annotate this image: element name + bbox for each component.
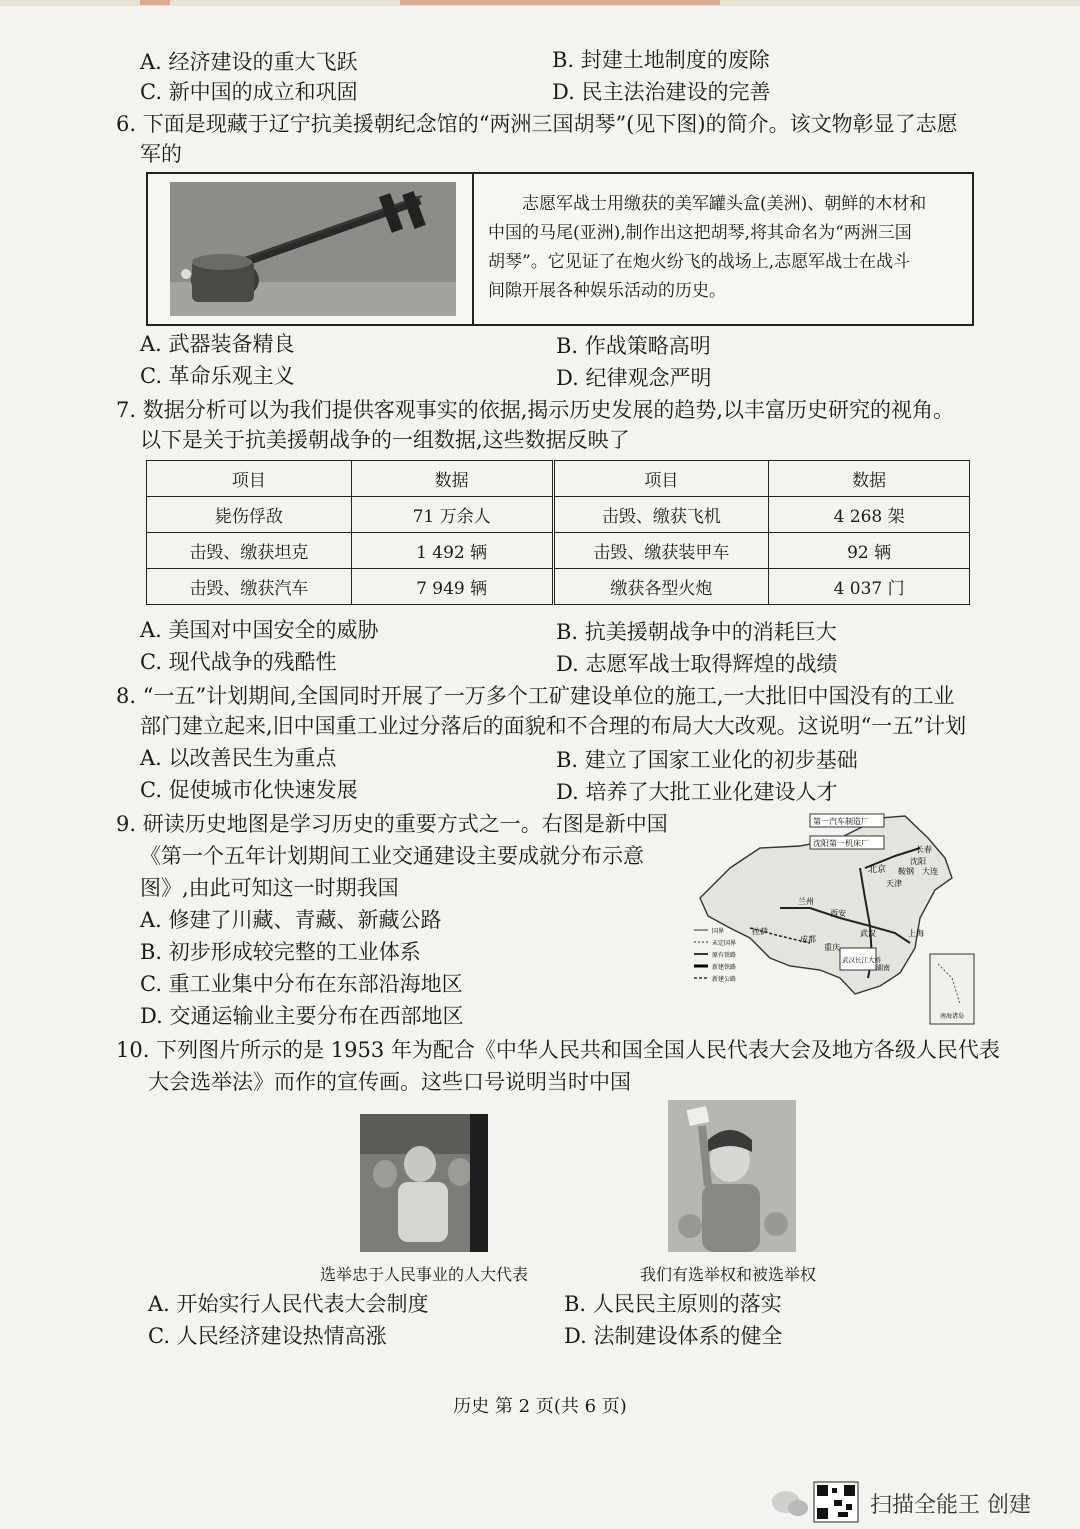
q9-option-b: B. 初步形成较完整的工业体系 xyxy=(140,940,421,964)
page-footer: 历史 第 2 页(共 6 页) xyxy=(453,1396,627,1417)
q6-desc-line: 胡琴”。它见证了在炮火纷飞的战场上,志愿军战士在战斗 xyxy=(488,252,911,272)
poster-right-image xyxy=(668,1100,796,1252)
table-header: 项目 xyxy=(553,461,769,497)
map-label: 上海 xyxy=(908,929,924,938)
q6-option-b: B. 作战策略高明 xyxy=(556,334,711,358)
table-cell: 92 辆 xyxy=(769,533,970,569)
poster-left-caption: 选举忠于人民事业的人大代表 xyxy=(320,1265,529,1284)
q8-option-d: D. 培养了大批工业化建设人才 xyxy=(556,780,838,804)
q8-stem-line2: 部门建立起来,旧中国重工业过分落后的面貌和不合理的布局大大改观。这说明“一五”计划 xyxy=(140,714,967,738)
map-label: 天津 xyxy=(886,879,902,888)
map-legend-item: 未定国界 xyxy=(712,940,737,947)
map-label: 成都 xyxy=(800,935,816,944)
q6-stem-line1: 6. 下面是现藏于辽宁抗美援朝纪念馆的“两洲三国胡琴”(见下图)的简介。该文物彰显了志愿 xyxy=(116,112,958,136)
q9-option-c: C. 重工业集中分布在东部沿海地区 xyxy=(140,972,463,996)
q6-option-c: C. 革命乐观主义 xyxy=(140,364,295,388)
top-edge xyxy=(0,0,1080,6)
table-cell: 毙伤俘敌 xyxy=(147,497,352,533)
q6-figure-box xyxy=(146,172,974,326)
map-label: 武汉长江大桥 xyxy=(842,956,881,964)
q10-stem-line1: 10. 下列图片所示的是 1953 年为配合《中华人民共和国全国人民代表大会及地方各级人民代表 xyxy=(116,1038,1000,1062)
q8-stem-line1: 8. “一五”计划期间,全国同时开展了一万多个工矿建设单位的施工,一大批旧中国没有的工业 xyxy=(116,684,955,708)
map-label: 鞍钢 xyxy=(898,867,914,876)
table-cell: 击毁、缴获飞机 xyxy=(553,497,769,533)
qr-code-icon xyxy=(814,1482,858,1522)
map-legend-item: 国界 xyxy=(712,928,725,935)
table-header-row xyxy=(147,461,970,497)
q9-stem-line3: 图》,由此可知这一时期我国 xyxy=(140,876,399,900)
watermark-text: 扫描全能王 创建 xyxy=(870,1493,1031,1518)
q9-industry-map xyxy=(690,808,980,1030)
q5-option-a: A. 经济建设的重大飞跃 xyxy=(140,50,358,74)
q6-desc-line: 间隙开展各种娱乐活动的历史。 xyxy=(488,281,726,301)
table-row xyxy=(147,569,970,605)
q7-stem-line2: 以下是关于抗美援朝战争的一组数据,这些数据反映了 xyxy=(140,428,630,452)
q7-stem-line1: 7. 数据分析可以为我们提供客观事实的依据,揭示历史发展的趋势,以丰富历史研究的视角。 xyxy=(116,398,955,422)
poster-left-image xyxy=(360,1114,488,1252)
table-cell: 缴获各型火炮 xyxy=(553,569,769,605)
poster-right-caption: 我们有选举权和被选举权 xyxy=(640,1265,817,1284)
q9-option-a: A. 修建了川藏、青藏、新藏公路 xyxy=(140,908,442,932)
q10-stem-line2: 大会选举法》而作的宣传画。这些口号说明当时中国 xyxy=(148,1070,631,1094)
map-label: 兰州 xyxy=(798,897,814,906)
q7-data-table xyxy=(146,460,970,605)
q7-option-b: B. 抗美援朝战争中的消耗巨大 xyxy=(556,620,837,644)
table-cell: 71 万余人 xyxy=(351,497,553,533)
map-label: 长春 xyxy=(916,845,932,854)
table-cell: 4 268 架 xyxy=(769,497,970,533)
map-legend-item: 原有铁路 xyxy=(712,952,737,959)
q8-option-b: B. 建立了国家工业化的初步基础 xyxy=(556,748,858,772)
q5-option-d: D. 民主法治建设的完善 xyxy=(552,80,771,104)
table-row xyxy=(147,497,970,533)
table-cell: 7 949 辆 xyxy=(351,569,553,605)
map-label: 大连 xyxy=(922,867,938,876)
huqin-image xyxy=(170,182,456,316)
q9-stem-line1: 9. 研读历史地图是学习历史的重要方式之一。右图是新中国 xyxy=(116,812,668,836)
poster-left xyxy=(360,1114,488,1252)
table-header: 数据 xyxy=(351,461,553,497)
map-label: 湖南 xyxy=(876,964,890,972)
table-row xyxy=(147,533,970,569)
q9-option-d: D. 交通运输业主要分布在西部地区 xyxy=(140,1004,464,1028)
q6-desc-line: 志愿军战士用缴获的美军罐头盒(美洲)、朝鲜的木材和 xyxy=(522,194,927,214)
q6-option-a: A. 武器装备精良 xyxy=(140,332,295,356)
table-cell: 击毁、缴获装甲车 xyxy=(553,533,769,569)
q8-option-c: C. 促使城市化快速发展 xyxy=(140,778,358,802)
q7-option-c: C. 现代战争的残酷性 xyxy=(140,650,337,674)
q6-desc-line: 中国的马尾(亚洲),制作出这把胡琴,将其命名为“两洲三国 xyxy=(488,223,912,243)
map-label: 西安 xyxy=(830,909,846,918)
map-label: 沈阳第一机床厂 xyxy=(813,839,869,848)
q5-option-c: C. 新中国的成立和巩固 xyxy=(140,80,358,104)
q6-figure-divider xyxy=(472,174,474,324)
table-cell: 击毁、缴获坦克 xyxy=(147,533,352,569)
map-legend-item: 新建铁路 xyxy=(712,964,737,971)
q10-option-a: A. 开始实行人民代表大会制度 xyxy=(148,1292,429,1316)
huqin-photo xyxy=(170,182,456,316)
table-header: 数据 xyxy=(769,461,970,497)
map-label: 南海诸岛 xyxy=(940,1013,965,1020)
map-legend-item: 新建公路 xyxy=(712,976,737,983)
q10-option-b: B. 人民民主原则的落实 xyxy=(564,1292,782,1316)
map-legend xyxy=(694,927,736,983)
map-label: 第一汽车制造厂 xyxy=(813,817,869,826)
q7-option-a: A. 美国对中国安全的威胁 xyxy=(140,618,379,642)
map-label: 北京 xyxy=(868,865,887,875)
table-header: 项目 xyxy=(147,461,352,497)
q6-option-d: D. 纪律观念严明 xyxy=(556,366,712,390)
q9-stem-line2: 《第一个五年计划期间工业交通建设主要成就分布示意 xyxy=(140,844,644,868)
table-cell: 1 492 辆 xyxy=(351,533,553,569)
q8-option-a: A. 以改善民生为重点 xyxy=(140,746,337,770)
map-label: 拉萨 xyxy=(752,927,768,936)
table-cell: 击毁、缴获汽车 xyxy=(147,569,352,605)
q6-stem-line2: 军的 xyxy=(140,142,182,166)
poster-right xyxy=(668,1100,796,1252)
table-cell: 4 037 门 xyxy=(769,569,970,605)
wechat-icon xyxy=(772,1491,808,1516)
q10-option-d: D. 法制建设体系的健全 xyxy=(564,1324,783,1348)
q10-option-c: C. 人民经济建设热情高涨 xyxy=(148,1324,387,1348)
q7-option-d: D. 志愿军战士取得辉煌的战绩 xyxy=(556,652,838,676)
map-label: 沈阳 xyxy=(910,857,926,866)
map-label: 重庆 xyxy=(824,943,840,952)
q5-option-b: B. 封建土地制度的废除 xyxy=(552,48,770,72)
map-label: 武汉 xyxy=(860,929,876,938)
q6-description xyxy=(488,190,958,306)
